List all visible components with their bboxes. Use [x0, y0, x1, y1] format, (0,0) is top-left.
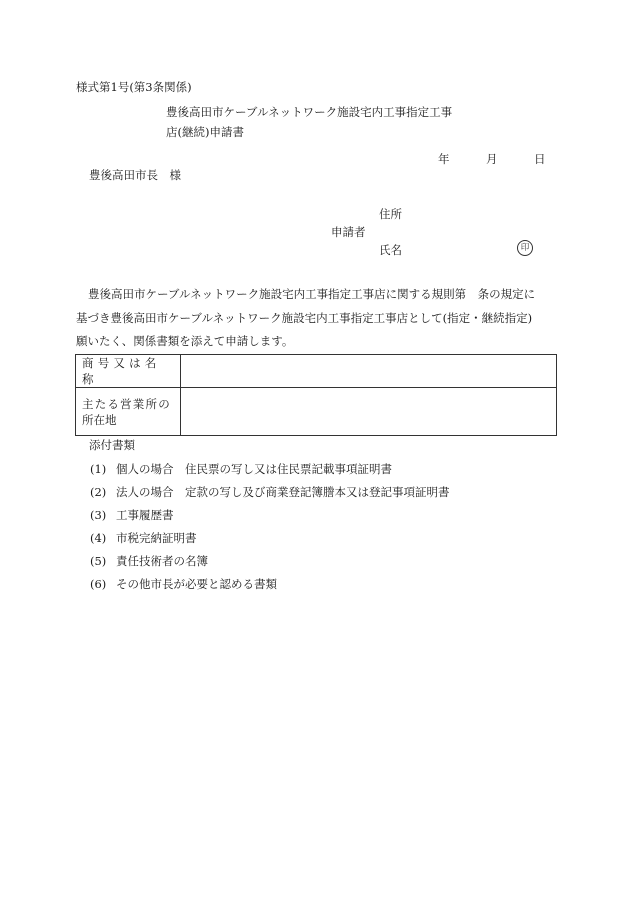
- date-day-label: 日: [534, 152, 546, 166]
- seal-icon: 印: [517, 240, 533, 256]
- body-line: 豊後高田市ケーブルネットワーク施設宅内工事指定工事店に関する規則第 条の規定に: [88, 287, 536, 301]
- document-title-line1: 豊後高田市ケーブルネットワーク施設宅内工事指定工事: [166, 105, 453, 119]
- list-item: (4) 市税完納証明書: [90, 531, 197, 545]
- table-row: [76, 355, 557, 388]
- list-item: (3) 工事履歴書: [90, 508, 174, 522]
- body-line: 願いたく、関係書類を添えて申請します。: [76, 334, 294, 348]
- main-office-field[interactable]: [181, 388, 557, 436]
- applicant-label: 申請者: [331, 225, 366, 239]
- list-item: (2) 法人の場合 定款の写し及び商業登記簿謄本又は登記事項証明書: [90, 485, 450, 499]
- application-body: [76, 283, 558, 354]
- list-item: (5) 責任技術者の名簿: [90, 554, 208, 568]
- addressee: 豊後高田市長 様: [89, 168, 181, 182]
- name-label: 氏名: [379, 243, 402, 257]
- body-line: 基づき豊後高田市ケーブルネットワーク施設宅内工事指定工事店として(指定・継続指定): [76, 310, 533, 325]
- table-row: [76, 388, 557, 436]
- list-item: (6) その他市長が必要と認める書類: [90, 577, 277, 591]
- form-number: 様式第1号(第3条関係): [76, 80, 192, 94]
- business-name-field[interactable]: [181, 355, 557, 388]
- document-title-line2: 店(継続)申請書: [166, 125, 244, 139]
- attachments-heading: 添付書類: [89, 438, 135, 452]
- business-name-label: 商号又は名称: [76, 355, 181, 388]
- business-info-table: [75, 354, 557, 436]
- main-office-label: 主たる営業所の 所在地: [76, 388, 181, 436]
- address-label: 住所: [379, 207, 402, 221]
- date-year-label: 年: [438, 152, 450, 166]
- list-item: (1) 個人の場合 住民票の写し又は住民票記載事項証明書: [90, 462, 392, 476]
- date-month-label: 月: [486, 152, 498, 166]
